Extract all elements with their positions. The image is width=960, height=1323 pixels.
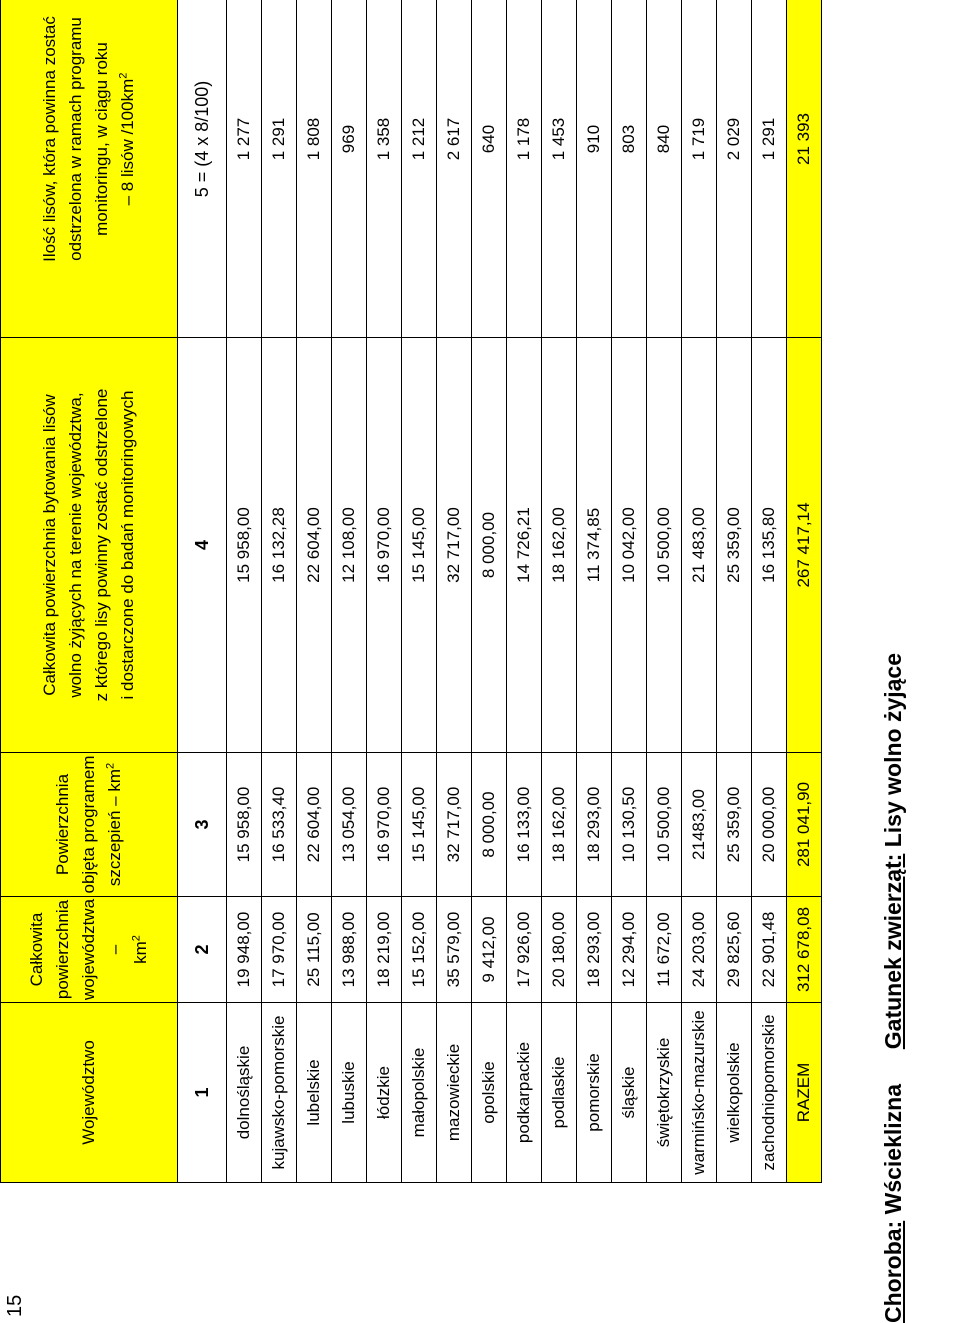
foxes-cell: 1 719 xyxy=(682,0,717,338)
fox-area-cell: 10 500,00 xyxy=(647,338,682,753)
voivodeship-cell: lubelskie xyxy=(297,1003,332,1183)
fox-area-cell: 14 726,21 xyxy=(507,338,542,753)
foxes-cell: 1 178 xyxy=(507,0,542,338)
total-row xyxy=(787,0,822,1183)
table-row xyxy=(612,0,647,1183)
fox-area-cell: 16 132,28 xyxy=(262,338,297,753)
foxes-cell: 910 xyxy=(577,0,612,338)
voivodeship-cell: śląskie xyxy=(612,1003,647,1183)
page-number: 15 xyxy=(4,1294,26,1317)
total-area-cell: 35 579,00 xyxy=(437,897,472,1003)
species-value: Lisy wolno żyjące xyxy=(880,652,906,848)
fox-area-cell: 15 958,00 xyxy=(227,338,262,753)
voivodeship-cell: lubuskie xyxy=(332,1003,367,1183)
program-area-cell: 16 133,00 xyxy=(507,753,542,897)
voivodeship-cell: małopolskie xyxy=(402,1003,437,1183)
header-total-area: Całkowita powierzchnia województwa – $km^2$ xyxy=(1,897,178,1003)
program-area-cell: 10 130,50 xyxy=(612,753,647,897)
fox-area-cell: 15 145,00 xyxy=(402,338,437,753)
foxes-cell: 1 358 xyxy=(367,0,402,338)
total-total-area-cell: 312 678,08 xyxy=(787,897,822,1003)
column-number: 3 xyxy=(178,753,227,897)
table-row xyxy=(297,0,332,1183)
column-number: 1 xyxy=(178,1003,227,1183)
fox-area-cell: 21 483,00 xyxy=(682,338,717,753)
fox-area-cell: 8 000,00 xyxy=(472,338,507,753)
disease-value: Wścieklizna xyxy=(880,1084,906,1215)
fox-area-cell: 16 970,00 xyxy=(367,338,402,753)
foxes-cell: 840 xyxy=(647,0,682,338)
voivodeship-cell: kujawsko-pomorskie xyxy=(262,1003,297,1183)
total-area-cell: 18 293,00 xyxy=(577,897,612,1003)
table-row xyxy=(227,0,262,1183)
voivodeship-cell: podlaskie xyxy=(542,1003,577,1183)
table-row xyxy=(647,0,682,1183)
program-area-cell: 13 054,00 xyxy=(332,753,367,897)
table-row xyxy=(507,0,542,1183)
table-row xyxy=(367,0,402,1183)
voivodeship-cell: mazowieckie xyxy=(437,1003,472,1183)
fox-area-cell: 10 042,00 xyxy=(612,338,647,753)
column-number: 4 xyxy=(178,338,227,753)
program-area-cell: 15 145,00 xyxy=(402,753,437,897)
fox-area-cell: 32 717,00 xyxy=(437,338,472,753)
total-area-cell: 15 152,00 xyxy=(402,897,437,1003)
total-area-cell: 12 294,00 xyxy=(612,897,647,1003)
program-area-cell: 25 359,00 xyxy=(717,753,752,897)
foxes-cell: 1 453 xyxy=(542,0,577,338)
fox-area-cell: 25 359,00 xyxy=(717,338,752,753)
program-area-cell: 8 000,00 xyxy=(472,753,507,897)
total-area-cell: 13 988,00 xyxy=(332,897,367,1003)
table-row xyxy=(332,0,367,1183)
header-foxes-to-cull: Ilość lisów, która powinna zostać odstrzelona w ramach programu monitoringu, w ciągu roku – 8 lisów $/100km^2$ xyxy=(1,0,178,338)
total-area-cell: 18 219,00 xyxy=(367,897,402,1003)
foxes-cell: 969 xyxy=(332,0,367,338)
header-row xyxy=(1,0,178,1183)
fox-area-cell: 22 604,00 xyxy=(297,338,332,753)
total-program-area-cell: 281 041,90 xyxy=(787,753,822,897)
fox-area-cell: 12 108,00 xyxy=(332,338,367,753)
table-row xyxy=(542,0,577,1183)
column-formula: 5 = (4 x 8/100) xyxy=(178,0,227,338)
foxes-cell: 640 xyxy=(472,0,507,338)
voivodeship-cell: wielkopolskie xyxy=(717,1003,752,1183)
total-area-cell: 19 948,00 xyxy=(227,897,262,1003)
table-row xyxy=(262,0,297,1183)
total-area-cell: 17 926,00 xyxy=(507,897,542,1003)
voivodeship-cell: łódzkie xyxy=(367,1003,402,1183)
program-area-cell: 18 162,00 xyxy=(542,753,577,897)
species-label: Gatunek zwierząt: xyxy=(880,853,906,1050)
foxes-cell: 1 291 xyxy=(752,0,787,338)
voivodeship-cell: pomorskie xyxy=(577,1003,612,1183)
voivodeship-cell: opolskie xyxy=(472,1003,507,1183)
voivodeship-cell: świętokrzyskie xyxy=(647,1003,682,1183)
table-row xyxy=(682,0,717,1183)
foxes-cell: 2 617 xyxy=(437,0,472,338)
program-area-cell: 15 958,00 xyxy=(227,753,262,897)
program-area-cell: 16 970,00 xyxy=(367,753,402,897)
caption xyxy=(880,653,907,1323)
fox-area-cell: 11 374,85 xyxy=(577,338,612,753)
table-row xyxy=(752,0,787,1183)
total-foxes-cell: 21 393 xyxy=(787,0,822,338)
voivodeship-cell: zachodniopomorskie xyxy=(752,1003,787,1183)
column-number: 2 xyxy=(178,897,227,1003)
total-area-cell: 20 180,00 xyxy=(542,897,577,1003)
total-fox-area-cell: 267 417,14 xyxy=(787,338,822,753)
table-row xyxy=(437,0,472,1183)
program-area-cell: 20 000,00 xyxy=(752,753,787,897)
program-area-cell: 21483,00 xyxy=(682,753,717,897)
table-row xyxy=(402,0,437,1183)
table-row xyxy=(577,0,612,1183)
total-area-cell: 22 901,48 xyxy=(752,897,787,1003)
total-area-cell: 17 970,00 xyxy=(262,897,297,1003)
table-row xyxy=(472,0,507,1183)
header-fox-habitat-area: Całkowita powierzchnia bytowania lisów wolno żyjących na terenie województwa, z którego lisy powinny zostać odstrzelone i dostarczone do badań monitoringowych xyxy=(1,338,178,753)
total-voivodeship-cell: RAZEM xyxy=(787,1003,822,1183)
voivodeship-cell: podkarpackie xyxy=(507,1003,542,1183)
total-area-cell: 9 412,00 xyxy=(472,897,507,1003)
voivodeship-cell: dolnośląskie xyxy=(227,1003,262,1183)
foxes-cell: 1 808 xyxy=(297,0,332,338)
header-voivodeship: Województwo xyxy=(1,1003,178,1183)
foxes-cell: 2 029 xyxy=(717,0,752,338)
foxes-cell: 1 212 xyxy=(402,0,437,338)
voivodeship-cell: warmińsko-mazurskie xyxy=(682,1003,717,1183)
program-area-cell: 22 604,00 xyxy=(297,753,332,897)
disease-label: Choroba: xyxy=(880,1220,906,1323)
foxes-cell: 1 277 xyxy=(227,0,262,338)
foxes-cell: 1 291 xyxy=(262,0,297,338)
table-row xyxy=(717,0,752,1183)
program-area-cell: 18 293,00 xyxy=(577,753,612,897)
fox-area-cell: 16 135,80 xyxy=(752,338,787,753)
fox-area-cell: 18 162,00 xyxy=(542,338,577,753)
column-number-row xyxy=(178,0,227,1183)
total-area-cell: 25 115,00 xyxy=(297,897,332,1003)
program-area-cell: 10 500,00 xyxy=(647,753,682,897)
total-area-cell: 11 672,00 xyxy=(647,897,682,1003)
program-area-cell: 16 533,40 xyxy=(262,753,297,897)
program-area-cell: 32 717,00 xyxy=(437,753,472,897)
header-program-area: Powierzchnia objęta programem szczepień – $km^2$ xyxy=(1,753,178,897)
total-area-cell: 24 203,00 xyxy=(682,897,717,1003)
total-area-cell: 29 825,60 xyxy=(717,897,752,1003)
foxes-cell: 803 xyxy=(612,0,647,338)
